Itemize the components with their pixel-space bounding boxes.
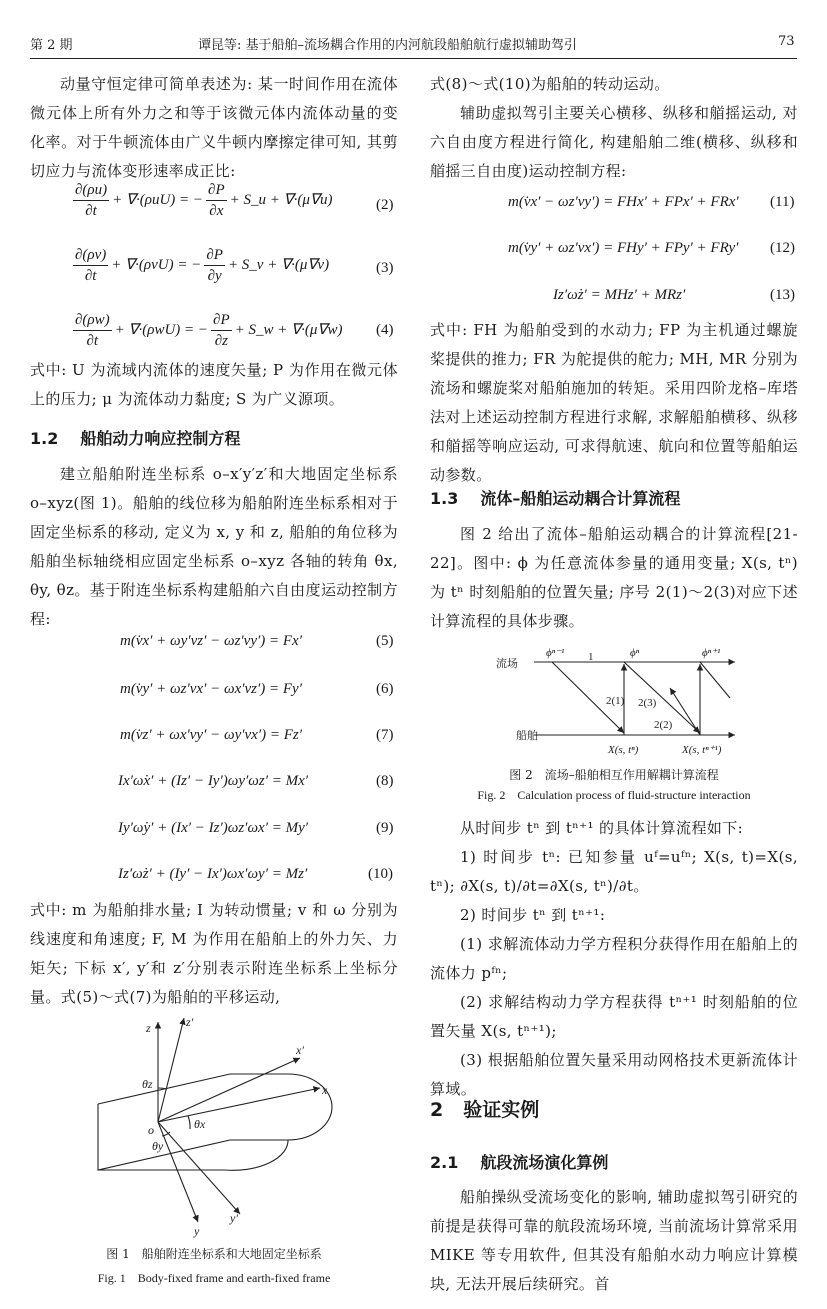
equation-12-tag: (12) <box>770 240 795 256</box>
equation-13: Iz′ω̇z′ = MHz′ + MRz′ <box>553 287 686 303</box>
fig2-x-tn: X(s, tⁿ) <box>608 744 639 756</box>
fig1-label-zp: z′ <box>186 1015 194 1029</box>
figure-1-diagram <box>80 1010 360 1240</box>
fig2-ship-label: 船舶 <box>516 729 538 742</box>
fig1-label-y: y <box>194 1224 200 1238</box>
right-para-7: 2) 时间步 tⁿ 到 tⁿ⁺¹: <box>460 906 606 924</box>
header-rule <box>30 58 797 59</box>
right-para-10: (3) 根据船舶位置矢量采用动网格技术更新流体计算域。 <box>430 1051 798 1098</box>
right-para-9: (2) 求解结构动力学方程获得 tⁿ⁺¹ 时刻船舶的位置矢量 X(s, tⁿ⁺¹); <box>430 993 798 1040</box>
fig1-label-o: o <box>148 1123 154 1137</box>
running-title: 谭昆等: 基于船舶–流场耦合作用的内河航段船舶航行虚拟辅助驾引 <box>198 38 578 53</box>
fig2-phi-n: ϕⁿ <box>630 647 640 659</box>
equation-12: m(v̇y′ + ωz′vx′) = FHy′ + FPy′ + FRy′ <box>508 240 739 256</box>
equation-2: $\frac{\partial(\rho u)}{\partial t}$ + ∇·(ρuU) = − $\frac{\partial P}{\partial x}$ + S_u + ∇·(μ∇u) <box>75 182 333 219</box>
equation-2-tag: (2) <box>376 197 394 213</box>
section-1-3-heading: 1.3 流体–船舶运动耦合计算流程 <box>430 489 681 508</box>
fig1-label-yp: y′ <box>230 1211 238 1225</box>
left-para-1: 动量守恒定律可简单表述为: 某一时间作用在流体微元体上所有外力之和等于该微元体内流体动量的变化率。对于牛顿流体由广义牛顿内摩擦定律可知, 其剪切应力与流体变形速率成正比: <box>30 75 398 180</box>
equation-9-tag: (9) <box>376 820 394 836</box>
section-2-1-heading: 2.1 航段流场演化算例 <box>430 1153 609 1172</box>
fig2-x-tn1: X(s, tⁿ⁺¹) <box>682 744 722 756</box>
fig2-step-2-2: 2(2) <box>654 719 673 731</box>
right-para-6: 1) 时间步 tⁿ: 已知参量 uᶠ=uᶠⁿ; X(s, t)=X(s, tⁿ); ∂X(s, t)/∂t=∂X(s, tⁿ)/∂t。 <box>430 848 798 895</box>
fig2-phi-np1: ϕⁿ⁺¹ <box>702 647 721 659</box>
fig1-label-z: z <box>146 1021 151 1035</box>
issue-number: 第 2 期 <box>30 38 73 53</box>
figure-2-caption-cn: 图 2 流场–船舶相互作用解耦计算流程 <box>509 768 719 782</box>
left-para-3: 建立船舶附连坐标系 o–x′y′z′和大地固定坐标系 o–xyz(图 1)。船舶的线位移为船舶附连坐标系相对于固定坐标系的移动, 定义为 x, y 和 z, 船舶的角位移为船舶坐标轴绕相应固定坐标系 o–xyz 各轴的转角 θx, θy, θz。基于附连坐标系构建船舶六自由度运动控制方程: <box>30 465 398 628</box>
figure-2-diagram <box>490 640 770 760</box>
page-number: 73 <box>778 34 795 49</box>
section-2-heading: 2 验证实例 <box>430 1099 540 1121</box>
fig2-flow-label: 流场 <box>496 657 518 670</box>
right-para-3: 式中: FH 为船舶受到的水动力; FP 为主机通过螺旋桨提供的推力; FR 为舵提供的舵力; MH, MR 分别为流场和螺旋桨对船舶施加的转矩。采用四阶龙格–库塔法对上述运动控制方程进行求解, 求解船舶横移、纵移和艏摇等响应运动, 可求得航速、航向和位置等船舶运动参数。 <box>430 321 798 484</box>
right-para-11: 船舶操纵受流场变化的影响, 辅助虚拟驾引研究的前提是获得可靠的航段流场环境, 当前流场计算常采用 MIKE 等专用软件, 但其没有船舶水动力响应计算模块, 无法开展后续研究。首 <box>430 1188 798 1293</box>
right-para-8: (1) 求解流体动力学方程积分获得作用在船舶上的流体力 pᶠⁿ; <box>430 935 798 982</box>
equation-10: Iz′ω̇z′ + (Iy′ − Ix′)ωx′ωy′ = Mz′ <box>118 866 308 882</box>
fig1-label-xp: x′ <box>296 1043 304 1057</box>
equation-6-tag: (6) <box>376 681 394 697</box>
fig2-phi-nm1: ϕⁿ⁻¹ <box>546 647 565 659</box>
fig2-step-2-3: 2(3) <box>638 697 657 709</box>
equation-9: Iy′ω̇y′ + (Ix′ − Iz′)ωz′ωx′ = My′ <box>118 820 309 836</box>
equation-8: Ix′ω̇x′ + (Iz′ − Iy′)ωy′ωz′ = Mx′ <box>118 773 309 789</box>
fig1-label-x: x <box>322 1083 328 1097</box>
fig2-step-2-1: 2(1) <box>606 695 625 707</box>
equation-7: m(v̇z′ + ωx′vy′ − ωy′vx′) = Fz′ <box>120 727 302 743</box>
section-1-2-heading: 1.2 船舶动力响应控制方程 <box>30 429 241 448</box>
fig2-step-1: 1 <box>588 651 594 663</box>
equation-10-tag: (10) <box>368 866 393 882</box>
left-para-4: 式中: m 为船舶排水量; I 为转动惯量; v 和 ω 分别为线速度和角速度; F, M 为作用在船舶上的外力矢、力矩矢; 下标 x′, y′和 z′分别表示附连坐标系上坐标分量。式(5)～式(7)为船舶的平移运动, <box>30 901 398 1006</box>
equation-5-tag: (5) <box>376 633 394 649</box>
figure-1-caption-cn: 图 1 船舶附连坐标系和大地固定坐标系 <box>106 1247 322 1261</box>
equation-11-tag: (11) <box>770 194 795 210</box>
figure-1-caption-en: Fig. 1 Body-fixed frame and earth-fixed frame <box>97 1271 331 1285</box>
right-para-1: 式(8)～式(10)为船舶的转动运动。 <box>430 75 670 93</box>
figure-2-caption-en: Fig. 2 Calculation process of fluid-structure interaction <box>477 788 751 802</box>
fig1-label-theta-z: θz <box>142 1077 153 1091</box>
right-para-5: 从时间步 tⁿ 到 tⁿ⁺¹ 的具体计算流程如下: <box>460 819 744 837</box>
equation-13-tag: (13) <box>770 287 795 303</box>
equation-11: m(v̇x′ − ωz′vy′) = FHx′ + FPx′ + FRx′ <box>508 194 739 210</box>
left-para-2: 式中: U 为流域内流体的速度矢量; P 为作用在微元体上的压力; μ 为流体动力黏度; S 为广义源项。 <box>30 361 398 408</box>
fig1-label-theta-y: θy <box>152 1139 164 1153</box>
fig1-label-theta-x: θx <box>194 1117 206 1131</box>
right-para-4: 图 2 给出了流体–船舶运动耦合的计算流程[21-22]。图中: ϕ 为任意流体参量的通用变量; X(s, tⁿ) 为 tⁿ 时刻船舶的位置矢量; 序号 2(1)～2(3)对应下述计算流程的具体步骤。 <box>430 525 798 630</box>
equation-7-tag: (7) <box>376 727 394 743</box>
equation-4-tag: (4) <box>376 322 394 338</box>
equation-8-tag: (8) <box>376 773 394 789</box>
equation-3-tag: (3) <box>376 260 394 276</box>
equation-3: $\frac{\partial(\rho v)}{\partial t}$ + ∇·(ρvU) = − $\frac{\partial P}{\partial y}$ + S_v + ∇·(μ∇v) <box>75 247 330 284</box>
right-para-2: 辅助虚拟驾引主要关心横移、纵移和艏摇运动, 对六自由度方程进行简化, 构建船舶二维(横移、纵移和艏摇三自由度)运动控制方程: <box>430 104 798 180</box>
equation-6: m(v̇y′ + ωz′vx′ − ωx′vz′) = Fy′ <box>120 681 302 697</box>
equation-5: m(v̇x′ + ωy′vz′ − ωz′vy′) = Fx′ <box>120 633 302 649</box>
equation-4: $\frac{\partial(\rho w)}{\partial t}$ + ∇·(ρwU) = − $\frac{\partial P}{\partial z}$ + S_w + ∇·(μ∇w) <box>75 312 343 349</box>
